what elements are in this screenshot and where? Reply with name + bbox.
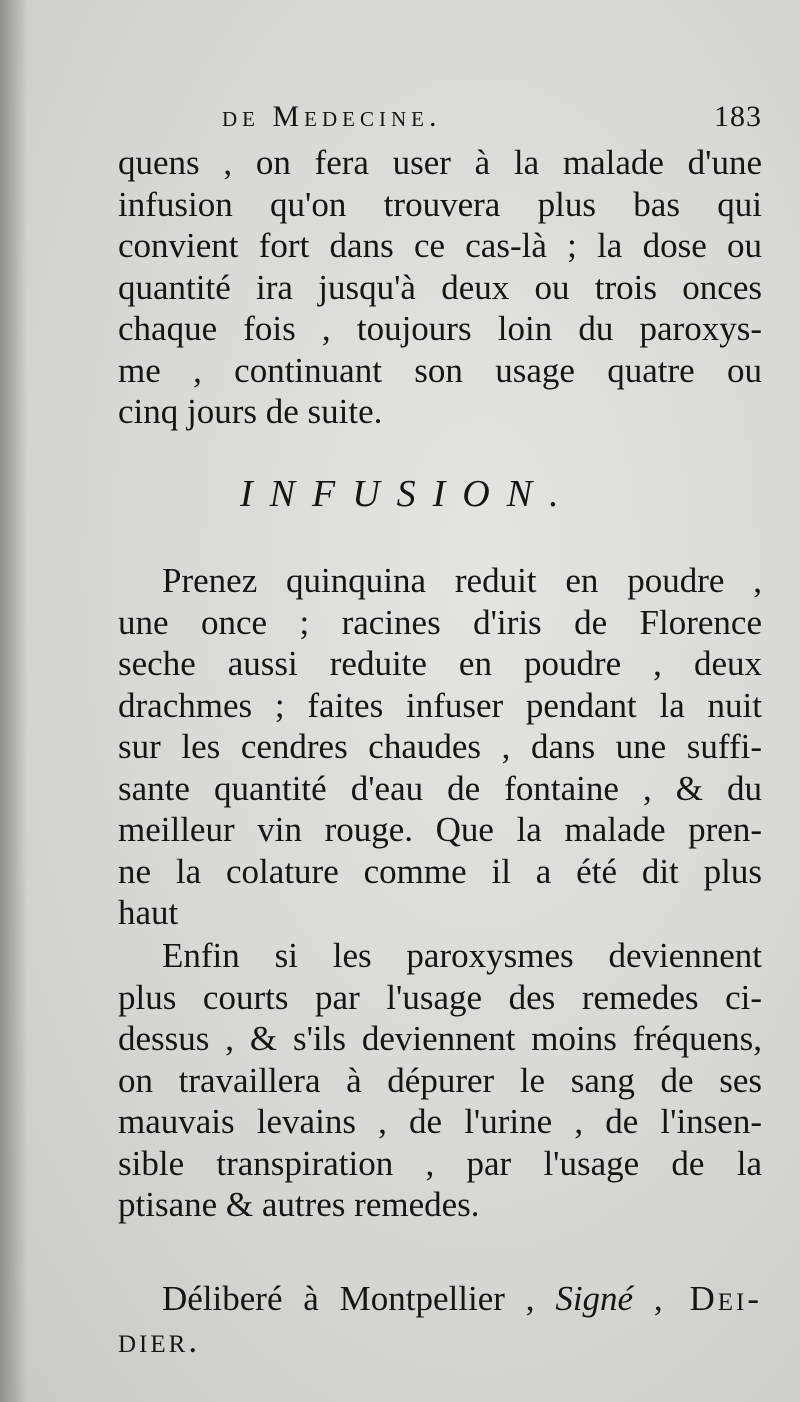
text-line: meilleur vin rouge. Que la malade pren-: [118, 810, 762, 849]
text-line: on travaillera à dépurer le sang de ses: [118, 1060, 762, 1100]
text-line: sante quantité d'eau de fontaine , & du: [118, 768, 762, 808]
text-line: quens , on fera user à la malade d'une: [118, 143, 762, 182]
top-paragraph: [118, 142, 762, 433]
text-line: dessus , & s'ils deviennent moins fréquens,: [118, 1019, 762, 1058]
text-line: plus courts par l'usage des remedes ci-: [118, 977, 762, 1017]
signature-line: [118, 1278, 762, 1320]
text-line: Prenez quinquina reduit en poudre ,: [162, 561, 762, 600]
section-heading: INFUSION.: [240, 473, 576, 515]
text-line: sible transpiration , par l'usage de la: [118, 1143, 762, 1183]
text-line: sur les cendres chaudes , dans une suffi-: [118, 727, 762, 766]
text-line: convient fort dans ce cas-là ; la dose ou: [118, 226, 762, 265]
signature-block: [118, 1278, 762, 1361]
text-line: mauvais levains , de l'urine , de l'insen-: [118, 1102, 762, 1141]
text-line: drachmes ; faites infuser pendant la nuit: [118, 685, 762, 725]
text-line: Enfin si les paroxysmes deviennent: [162, 936, 762, 975]
text-line: infusion qu'on trouvera plus bas qui: [118, 184, 762, 224]
running-head: [222, 100, 762, 144]
text-line: chaque fois , toujours loin du paroxys-: [118, 309, 762, 348]
running-title: de Medecine.: [222, 100, 442, 133]
final-paragraph: [118, 935, 762, 1226]
text-line: une once ; racines d'iris de Florence: [118, 602, 762, 642]
signature-prefix: Déliberé à Montpellier ,: [162, 1279, 535, 1318]
text-line: ne la colature comme il a été dit plus: [118, 851, 762, 891]
text-line: me , continuant son usage quatre ou: [118, 350, 762, 390]
text-line: quantité ira jusqu'à deux ou trois onces: [118, 267, 762, 307]
text-line: cinq jours de suite.: [118, 392, 383, 431]
page-gutter-shadow: [0, 0, 28, 1402]
signature-name-part2: dier.: [118, 1320, 201, 1360]
text-line: haut: [118, 893, 179, 932]
signature-signe: Signé: [555, 1279, 634, 1318]
page-number: 183: [714, 100, 762, 133]
text-line: seche aussi reduite en poudre , deux: [118, 644, 762, 683]
signature-name-part1: , Dei-: [653, 1279, 763, 1318]
text-line: ptisane & autres remedes.: [118, 1185, 480, 1224]
recipe-paragraph: [118, 560, 762, 934]
